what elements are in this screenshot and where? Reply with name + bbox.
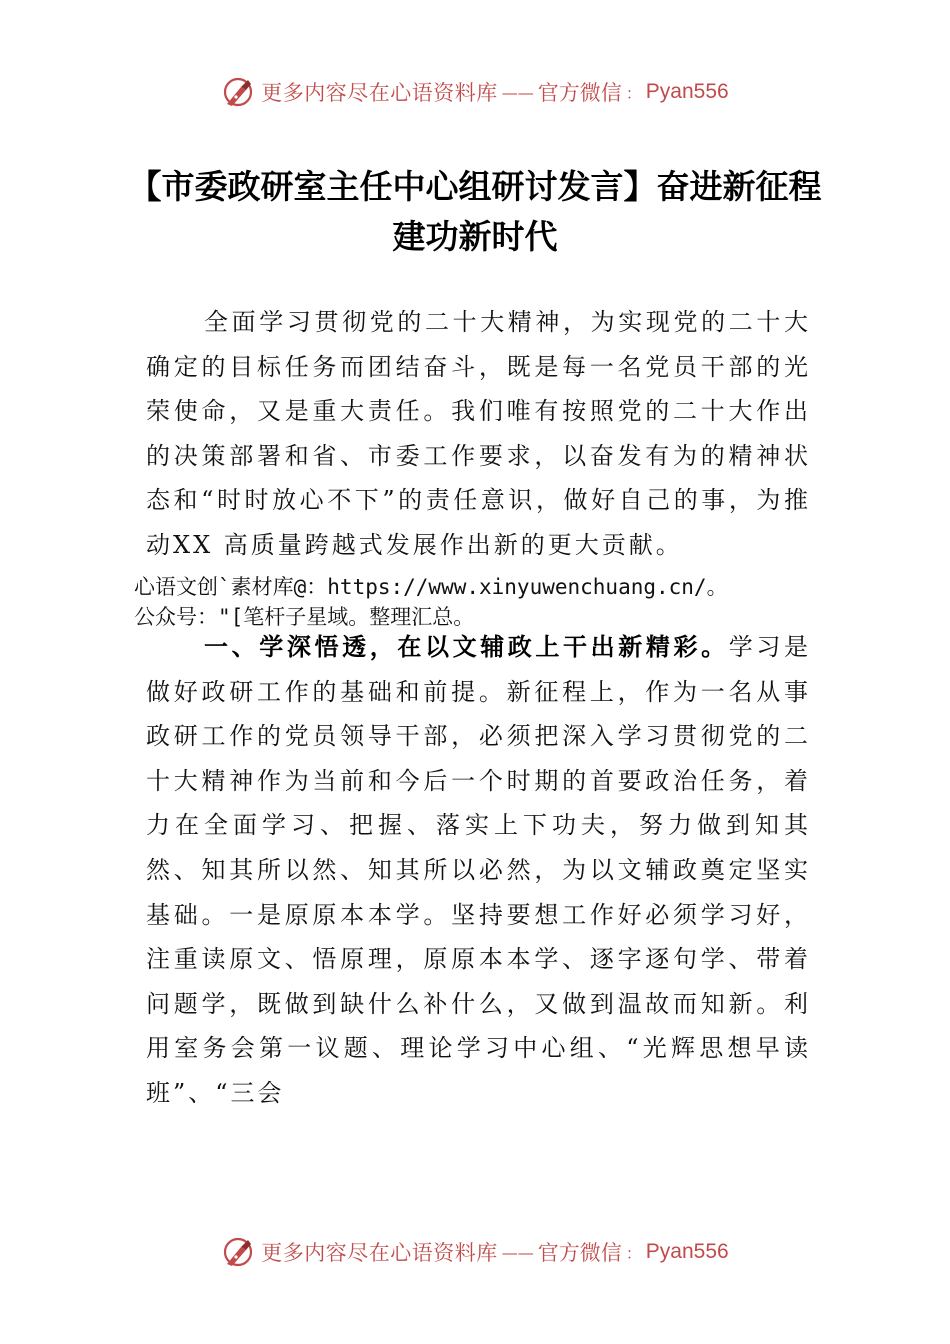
banner-separator: —— xyxy=(501,1242,534,1262)
banner-wechat-label: 官方微信 xyxy=(537,1241,622,1265)
source-note-line2: 公众号："[笔杆子星域。整理汇总。 xyxy=(134,605,475,629)
source-note xyxy=(134,572,834,632)
banner-colon: ： xyxy=(625,83,642,103)
footer-banner xyxy=(0,1232,950,1272)
banner-text: 更多内容尽在心语资料库 xyxy=(261,81,498,105)
pen-nib-logo-icon xyxy=(221,1235,255,1269)
source-note-line1: 心语文创`素材库@：https://www.xinyuwenchuang.cn/。 xyxy=(134,575,728,599)
banner-wechat-label: 官方微信 xyxy=(537,81,622,105)
header-banner xyxy=(0,72,950,112)
banner-text: 更多内容尽在心语资料库 xyxy=(261,1241,498,1265)
document-title: 【市委政研室主任中心组研讨发言】奋进新征程 建功新时代 xyxy=(128,167,822,256)
banner-wechat-id: Pyan556 xyxy=(645,80,729,103)
paragraph-section-one xyxy=(146,625,811,1116)
paragraph-intro: 全面学习贯彻党的二十大精神，为实现党的二十大确定的目标任务而团结奋斗，既是每一名党员干部的光荣使命，又是重大责任。我们唯有按照党的二十大作出的决策部署和省、市委工作要求，以奋发有为的精神状态和“时时放心不下”的责任意识，做好自己的事，为推动XX 高质量跨越式发展作出新的更大贡献。 xyxy=(146,308,811,559)
pen-nib-logo-icon xyxy=(221,75,255,109)
section-heading: 一、学深悟透，在以文辅政上干出新精彩。 xyxy=(204,633,729,661)
banner-colon: ： xyxy=(625,1243,642,1263)
section-body: 学习是做好政研工作的基础和前提。新征程上，作为一名从事政研工作的党员领导干部，必须把深入学习贯彻党的二十大精神作为当前和今后一个时期的首要政治任务，着力在全面学习、把握、落实上下功夫，努力做到知其然、知其所以然、知其所以必然，为以文辅政奠定坚实基础。一是原原本本学。坚持要想工作好必须学习好，注重读原文、悟原理，原原本本学、逐字逐句学、带着问题学，既做到缺什么补什么，又做到温故而知新。利用室务会第一议题、理论学习中心组、“光辉思想早读班”、“三会 xyxy=(146,633,812,1107)
banner-wechat-id: Pyan556 xyxy=(645,1240,729,1263)
banner-separator: —— xyxy=(501,82,534,102)
